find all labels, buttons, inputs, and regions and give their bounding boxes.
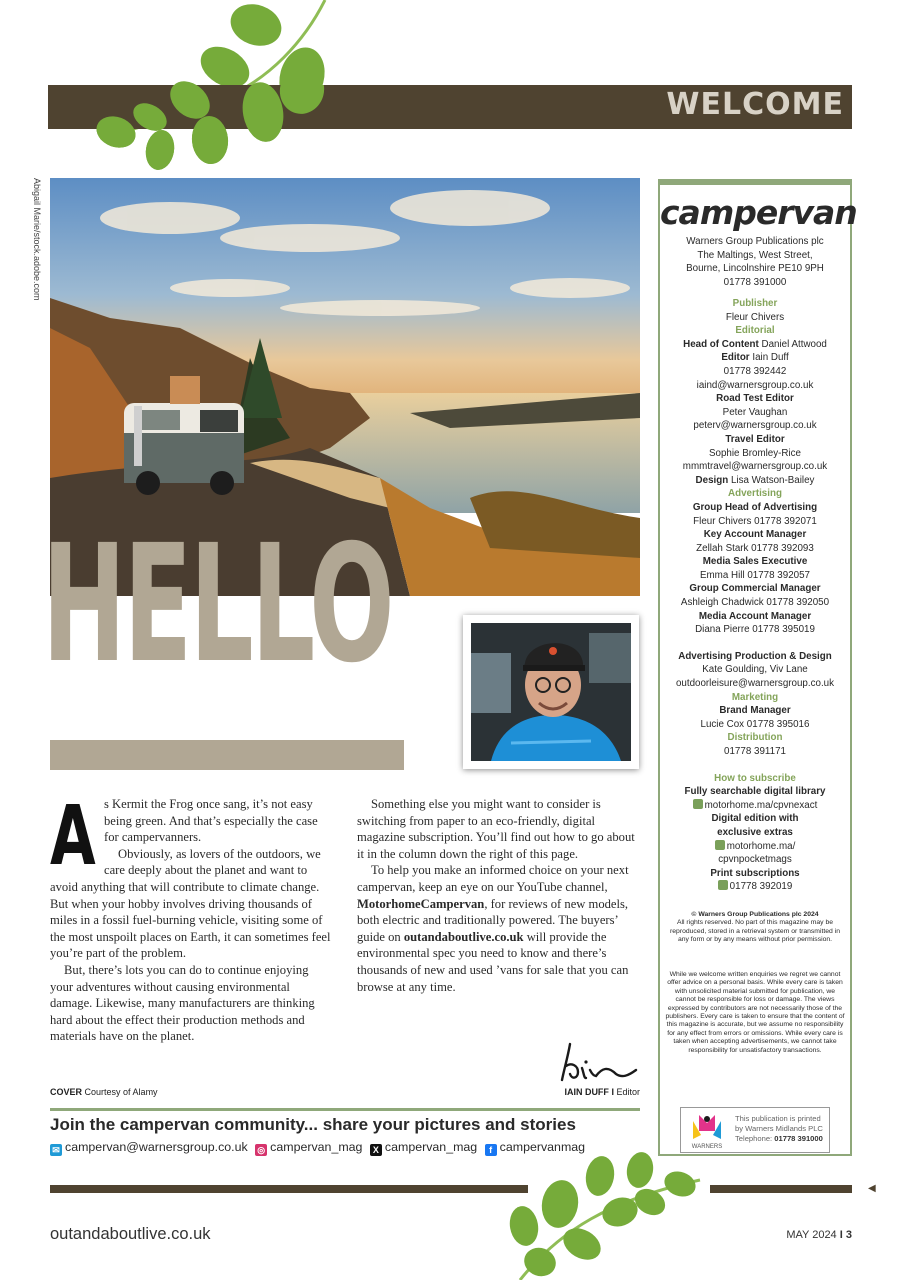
section-title: WELCOME <box>666 87 844 122</box>
warners-logo <box>685 1111 729 1151</box>
community-rule <box>50 1108 640 1111</box>
instagram-icon: ◎ <box>255 1144 267 1156</box>
youtube-channel-name: MotorhomeCampervan <box>357 896 485 911</box>
article-column-2 <box>357 796 640 995</box>
svg-text:WARNERS: WARNERS <box>691 1144 723 1150</box>
arrow-icon: ◀ <box>868 1183 876 1194</box>
footer-url[interactable]: outandaboutlive.co.uk <box>50 1225 211 1243</box>
article-paragraph: Obviously, as lovers of the outdoors, we care deeply about the planet and want to avoid anything that will contribute to climate change. But when your hobby involves driving thousands of miles in a fossil fuel-burning vehicle, visiting some of the most unspoilt places on Earth, it can sometimes feel you’re part of the problem. <box>50 846 331 961</box>
digital-library-link[interactable]: motorhome.ma/cpvnexact <box>660 799 850 813</box>
disclaimer: While we welcome written enquiries we regret we cannot offer advice on a personal basis. While every care is taken with unsolicited material submitted for publication, we cannot be responsible for loss or damage. The views expressed by contributors are not necessarily those of the publishers. Every care is taken to ensure that the content of this magazine is accurate, but we assume no responsibility for any effect from errors or omissions. While every care is taken when accepting advertisements, we cannot take responsibility for unsatisfactory transactions. <box>665 971 845 1054</box>
facebook-icon: f <box>485 1144 497 1156</box>
cover-credit: COVER Courtesy of Alamy <box>50 1087 158 1097</box>
phone-icon <box>718 880 728 890</box>
editor-byline: IAIN DUFF I Editor <box>564 1087 640 1097</box>
leaf-branch-bottom <box>500 1150 710 1280</box>
masthead-sidebar <box>658 179 857 1156</box>
hello-underline-bar <box>50 740 404 770</box>
tablet-icon <box>715 840 725 850</box>
community-heading: Join the campervan community... share your pictures and stories <box>50 1115 576 1134</box>
editor-portrait <box>463 615 639 769</box>
editor-signature <box>556 1040 638 1084</box>
publisher-address: Warners Group Publications plc The Maltings, West Street, Bourne, Lincolnshire PE10 9PH 01778 391000 <box>686 236 824 288</box>
printer-box: WARNERS This publication is printed by Warners Midlands PLC Telephone: 01778 391000 <box>680 1107 830 1153</box>
email-link[interactable]: ✉ campervan@warnersgroup.co.uk <box>50 1140 248 1154</box>
photo-credit: Abigail Marie/stock.adobe.com <box>32 178 42 301</box>
instagram-link[interactable]: ◎ campervan_mag <box>255 1140 362 1154</box>
email-icon: ✉ <box>50 1144 62 1156</box>
staff-list: Publisher Fleur Chivers Editorial Head of Content Daniel Attwood Editor Iain Duff 01778 392442 iaind@warnersgroup.co.uk Road Test Editor Peter Vaughan peterv@warnersgroup.co.uk Travel Editor Sophie Bromley-Rice mmmtravel@warnersgroup.co.uk Design Lisa Watson-Bailey Advertising Group Head of Advertising Fleur Chivers 01778 392071 Key Account Manager Zellah Stark 01778 392093 Media Sales Executive Emma Hill 01778 392057 Group Commercial Manager Ashleigh Chadwick 01778 392050 Media Account Manager Diana Pierre 01778 395019 Advertising Production & Design Kate Goulding, Viv Lane outdoorleisure@warnersgroup.co.uk Marketing Brand Manager Lucie Cox 01778 395016 Distribution 01778 391171 How to subscribe Fully searchable digital library motorhome.ma/cpvnexact Digital edition with exclusive extras motorhome.ma/ cpvnpocketmags Print subscriptions 01778 392019 <box>660 297 850 894</box>
facebook-link[interactable]: f campervanmag <box>485 1140 585 1154</box>
article-column-1 <box>50 789 333 1045</box>
article-paragraph: s Kermit the Frog once sang, it’s not easy being green. And that’s especially the case for campervanners. <box>104 797 318 845</box>
leaf-branch-front <box>80 85 340 175</box>
article-paragraph: Something else you might want to consider is switching from paper to an eco-friendly, digital magazine subscription. You’ll find out how to go about it in the column down the right of this page. <box>357 797 635 861</box>
tablet-icon <box>693 799 703 809</box>
footer-bar <box>50 1185 528 1193</box>
article-paragraph: But, there’s lots you can do to continue enjoying your adventures without causing environmental damage. Likewise, many manufacturers are thinking hard about the effect their production methods and materials have on the planet. <box>50 962 315 1044</box>
x-icon: X <box>370 1144 382 1156</box>
footer-bar <box>710 1185 852 1193</box>
hello-headline: HELLO <box>42 511 393 699</box>
issue-date-page: MAY 2024 I 3 <box>786 1229 852 1241</box>
x-link[interactable]: X campervan_mag <box>370 1140 477 1154</box>
campervan-logo: campervan <box>660 193 857 232</box>
page-number: 3 <box>845 1229 852 1241</box>
drop-cap: A <box>50 789 96 884</box>
digital-edition-link[interactable]: motorhome.ma/ <box>660 840 850 854</box>
copyright-notice: © Warners Group Publications plc 2024 All rights reserved. No part of this magazine may be reproduced, stored in a retrieval system or transmitted in any form or by any means without prior permission. <box>670 911 840 944</box>
article-paragraph: To help you make an informed choice on your next campervan, keep an eye on our YouTube channel, MotorhomeCampervan, for reviews of new models, both electric and traditionally powered. The buyers’ guide on outandaboutlive.co.uk will provide the environmental spec you need to know and there’s thousands of new and used ’vans for sale that you can browse at any time. <box>357 863 629 994</box>
website-link[interactable]: outandaboutlive.co.uk <box>403 929 524 944</box>
